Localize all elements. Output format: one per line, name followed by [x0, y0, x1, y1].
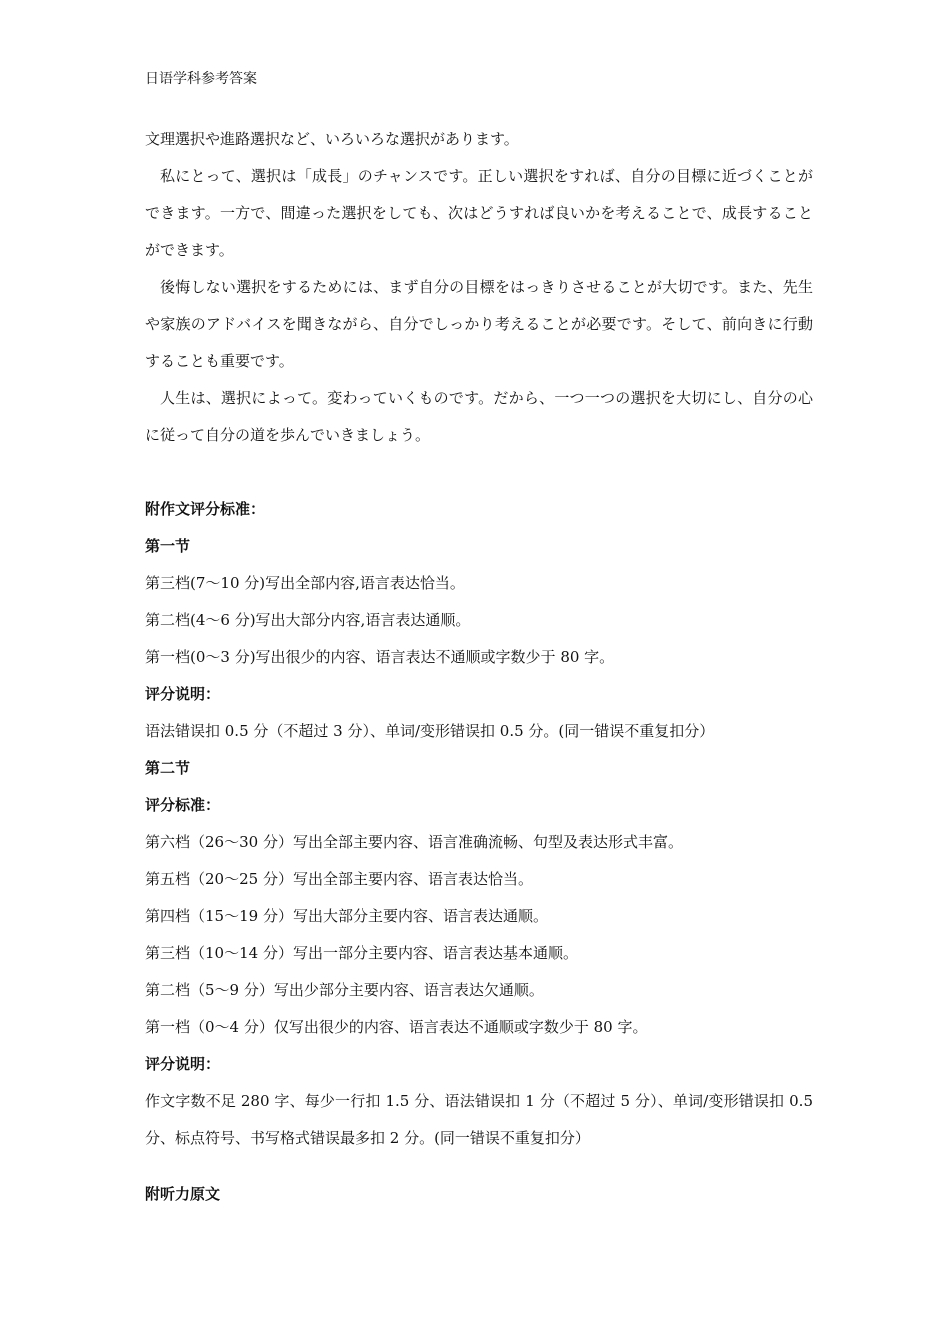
section2-level: 第三档（10～14 分）写出一部分主要内容、语言表达基本通顺。: [145, 944, 578, 962]
section2-notes-heading: 评分说明：: [145, 1055, 221, 1073]
section2-criteria-heading: 评分标准：: [145, 796, 221, 814]
section2-notes: 作文字数不足 280 字、每少一行扣 1.5 分、语法错误扣 1 分（不超过 5 分）、单词/变形错误扣 0.5 分、标点符号、书写格式错误最多扣 2 分。(同一错误不重复扣分）: [145, 1092, 813, 1147]
essay-paragraph: 文理選択や進路選択など、いろいろな選択があります。: [145, 130, 519, 148]
rubric-title: 附作文评分标准：: [145, 500, 266, 518]
section1-notes: 语法错误扣 0.5 分（不超过 3 分）、单词/变形错误扣 0.5 分。(同一错误不重复扣分）: [145, 722, 715, 740]
essay-paragraph: 人生は、選択によって。変わっていくものです。だから、一つ一つの選択を大切にし、自分の心に従って自分の道を歩んでいきましょう。: [145, 389, 813, 444]
section1-notes-heading: 评分说明：: [145, 685, 221, 703]
section2-level: 第四档（15～19 分）写出大部分主要内容、语言表达通顺。: [145, 907, 548, 925]
section2-level: 第五档（20～25 分）写出全部主要内容、语言表达恰当。: [145, 870, 533, 888]
section2-level: 第一档（0～4 分）仅写出很少的内容、语言表达不通顺或字数少于 80 字。: [145, 1018, 648, 1036]
page-header: 日语学科参考答案: [145, 71, 257, 87]
essay-paragraph: 後悔しない選択をするためには、まず自分の目標をはっきりさせることが大切です。また、先生や家族のアドバイスを聞きながら、自分でしっかり考えることが必要です。そして、前向きに行動することも重要です。: [145, 278, 813, 370]
section1-level: 第一档(0～3 分)写出很少的内容、语言表达不通顺或字数少于 80 字。: [145, 648, 615, 666]
section1-level: 第二档(4～6 分)写出大部分内容,语言表达通顺。: [145, 611, 471, 629]
essay-paragraph: 私にとって、選択は「成長」のチャンスです。正しい選択をすれば、自分の目標に近づくことができます。一方で、間違った選択をしても、次はどうすれば良いかを考えることで、成長することができます。: [145, 167, 813, 259]
section2-heading: 第二节: [145, 759, 191, 777]
section2-level: 第二档（5～9 分）写出少部分主要内容、语言表达欠通顺。: [145, 981, 544, 999]
model-essay: [145, 121, 813, 454]
document-body: [145, 121, 813, 1213]
section1-level: 第三档(7～10 分)写出全部内容,语言表达恰当。: [145, 574, 465, 592]
listening-title: 附听力原文: [145, 1185, 221, 1203]
essay-rubric: [145, 491, 813, 1213]
section1-heading: 第一节: [145, 537, 191, 555]
section2-level: 第六档（26～30 分）写出全部主要内容、语言准确流畅、句型及表达形式丰富。: [145, 833, 683, 851]
